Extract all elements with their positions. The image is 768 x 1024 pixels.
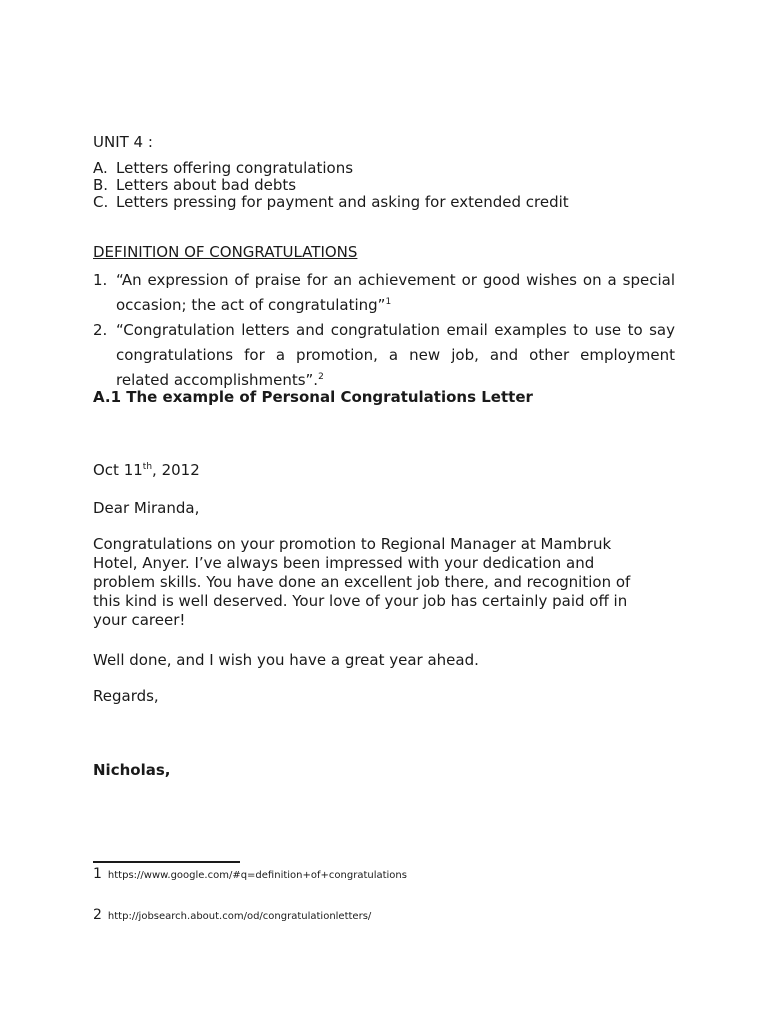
- footnote: [93, 866, 407, 882]
- letter-regards: Regards,: [93, 687, 159, 705]
- list-marker: C.: [93, 193, 109, 211]
- letter-body: Congratulations on your promotion to Regional Manager at Mambruk Hotel, Anyer. I’ve always been impressed with your dedication and problem skills. You have done an excellent job there, and recognition of this kind is well deserved. Your love of your job has certainly paid off in your career!: [93, 535, 631, 629]
- list-item: [93, 318, 675, 393]
- list-item-text: Letters pressing for payment and asking for extended credit: [116, 193, 569, 211]
- footnote-link[interactable]: https://www.google.com/#q=definition+of+congratulations: [107, 870, 407, 881]
- letter-date: [93, 461, 200, 479]
- definition-quote: “Congratulation letters and congratulation email examples to use to say congratulations for a promotion, a new job, and other employment related accomplishments”.: [116, 321, 675, 389]
- definition-list: [93, 268, 675, 393]
- date-text: Oct 11: [93, 461, 143, 479]
- footnote-separator: [93, 861, 240, 863]
- unit-topic-list: [93, 160, 569, 211]
- list-item: [93, 194, 569, 211]
- list-item: [93, 160, 569, 177]
- definition-heading: DEFINITION OF CONGRATULATIONS: [93, 243, 358, 261]
- date-ordinal: th: [142, 462, 153, 472]
- list-marker: A.: [93, 159, 108, 177]
- list-item-text: Letters offering congratulations: [116, 159, 354, 177]
- list-marker: 2.: [93, 321, 108, 339]
- definition-text: [116, 268, 675, 318]
- unit-title: UNIT 4 :: [93, 133, 153, 151]
- footnote-number: 2: [93, 907, 102, 923]
- date-year: , 2012: [152, 461, 200, 479]
- footnote-number: 1: [93, 866, 102, 882]
- definition-text: [116, 318, 675, 393]
- definition-quote: “An expression of praise for an achievement or good wishes on a special occasion; the act of congratulating”: [116, 271, 675, 314]
- footnote-reference[interactable]: 1: [385, 297, 392, 307]
- letter-closing-line: Well done, and I wish you have a great year ahead.: [93, 651, 479, 669]
- letter-salutation: Dear Miranda,: [93, 499, 200, 517]
- list-item-text: Letters about bad debts: [116, 176, 297, 194]
- footnote: [93, 907, 371, 923]
- footnote-link[interactable]: http://jobsearch.about.com/od/congratulationletters/: [107, 911, 372, 922]
- letter-signature: Nicholas,: [93, 761, 171, 779]
- list-marker: 1.: [93, 271, 108, 289]
- example-heading: A.1 The example of Personal Congratulations Letter: [93, 388, 533, 406]
- list-item: [93, 268, 675, 318]
- list-marker: B.: [93, 176, 109, 194]
- footnote-reference[interactable]: 2: [318, 372, 324, 382]
- list-item: [93, 177, 569, 194]
